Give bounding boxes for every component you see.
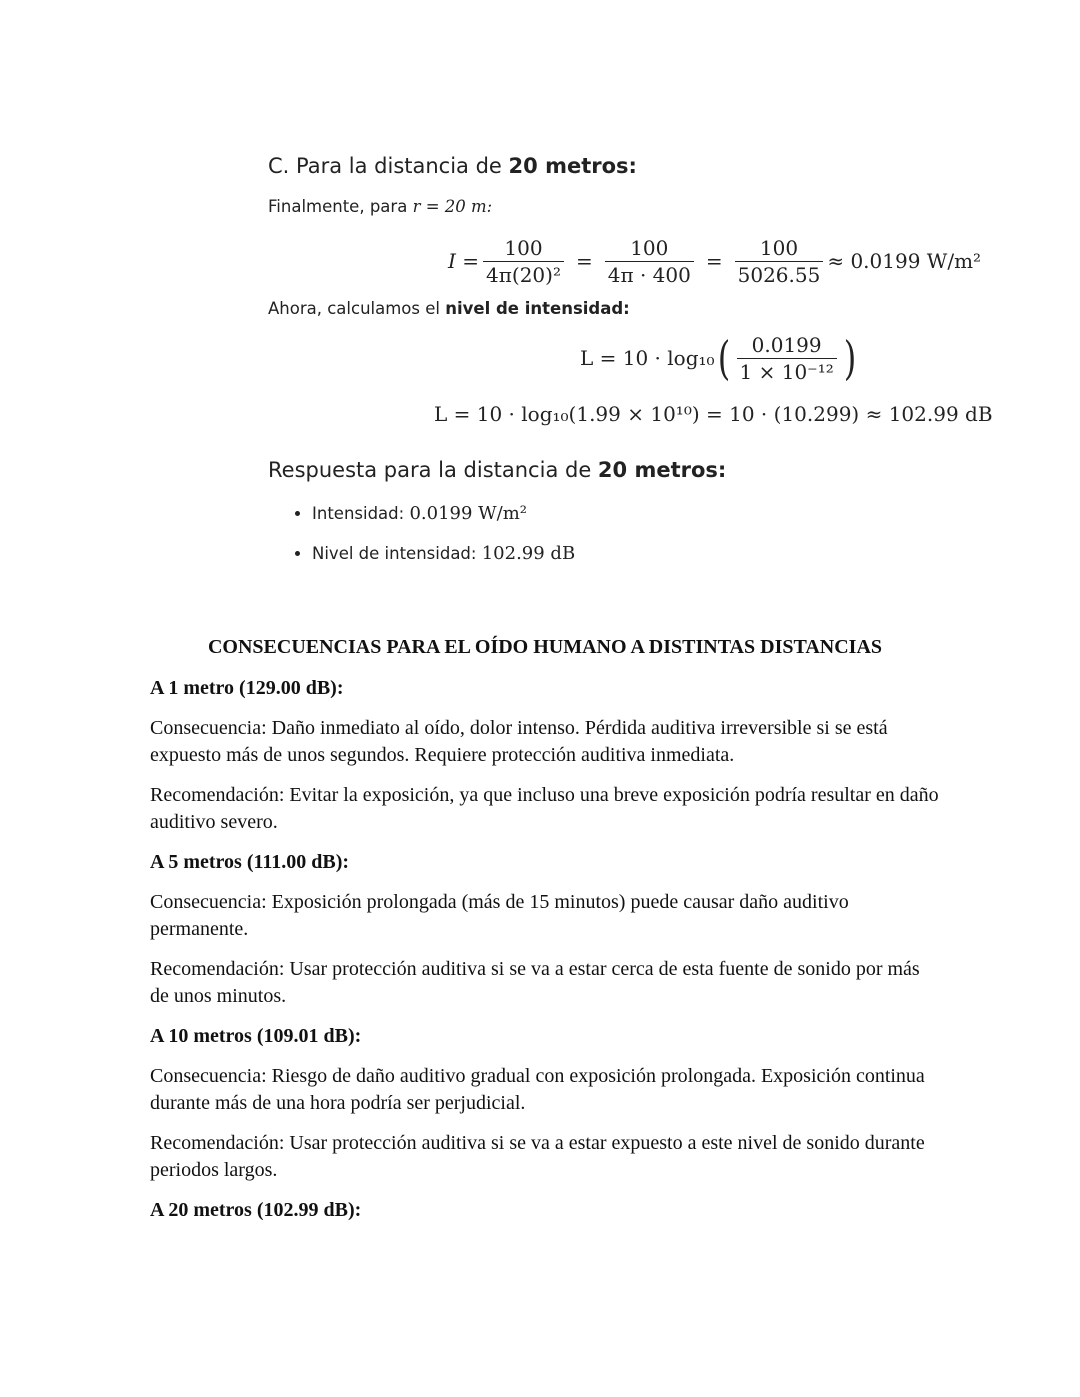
section-3-consequence: Consecuencia: Riesgo de daño auditivo gradual con exposición prolongada. Exposición continua durante más de una hora podría ser perjudicial. <box>150 1065 925 1114</box>
section-1-recommendation: Recomendación: Evitar la exposición, ya que incluso una breve exposición podría resultar en daño auditivo severo. <box>150 784 939 833</box>
answer-heading-bold: 20 metros: <box>597 458 727 482</box>
eq1-fraction-3 <box>735 235 824 288</box>
eq2-num: 0.0199 <box>737 332 837 359</box>
answer-item-intensity <box>312 494 1028 534</box>
intro-math: r = 20 m: <box>412 197 493 216</box>
eq1-f3-den: 5026.55 <box>737 262 821 287</box>
eq1-fraction-1 <box>483 235 564 288</box>
section-4-heading: A 20 metros (102.99 dB): <box>150 1199 362 1221</box>
section-3-heading: A 10 metros (109.01 dB): <box>150 1025 362 1047</box>
answer-list <box>268 494 1028 574</box>
intro-text: Finalmente, para <box>268 197 408 216</box>
level-text: Ahora, calculamos el <box>268 299 440 318</box>
answer-label: Nivel de intensidad: <box>312 544 477 563</box>
answer-value: 102.99 dB <box>481 543 576 564</box>
section-1-heading: A 1 metro (129.00 dB): <box>150 677 344 699</box>
answer-heading <box>268 452 1028 488</box>
intensity-equation <box>268 230 1028 292</box>
section-heading-bold: 20 metros: <box>508 154 637 178</box>
embedded-screenshot <box>268 148 1028 574</box>
intro-line <box>268 194 1028 220</box>
eq2-fraction <box>737 332 837 385</box>
section-heading <box>268 148 1028 184</box>
eq1-lhs: I = <box>448 249 480 273</box>
eq1-f3-num: 100 <box>735 235 824 262</box>
level-line <box>268 296 1028 322</box>
eq1-fraction-2 <box>605 235 694 288</box>
answer-item-level <box>312 534 1028 574</box>
level-equation <box>268 328 1028 388</box>
section-2-consequence: Consecuencia: Exposición prolongada (más de 15 minutos) puede causar daño auditivo permanente. <box>150 891 849 940</box>
level-bold: nivel de intensidad: <box>445 299 630 318</box>
answer-label: Intensidad: <box>312 504 405 523</box>
eq1-equals-2: = <box>705 249 723 273</box>
section-1-consequence: Consecuencia: Daño inmediato al oído, dolor intenso. Pérdida auditiva irreversible si se está expuesto más de unos segundos. Requiere protección auditiva inmediata. <box>150 717 888 766</box>
section-3-recommendation: Recomendación: Usar protección auditiva si se va a estar expuesto a este nivel de sonido durante periodos largos. <box>150 1132 925 1181</box>
document-body <box>150 632 940 1237</box>
eq2-den: 1 × 10⁻¹² <box>739 359 834 384</box>
section-2-heading: A 5 metros (111.00 dB): <box>150 851 350 873</box>
eq1-f1-num: 100 <box>483 235 564 262</box>
section-heading-text: C. Para la distancia de <box>268 154 502 178</box>
section-2-recommendation: Recomendación: Usar protección auditiva si se va a estar cerca de esta fuente de sonido por más de unos minutos. <box>150 958 920 1007</box>
eq2-lhs: L = 10 · log₁₀ <box>580 346 715 370</box>
level-result-equation: L = 10 · log₁₀(1.99 × 10¹⁰) = 10 · (10.299) ≈ 102.99 dB <box>434 402 993 426</box>
eq2-left-paren: ( <box>717 331 730 385</box>
eq1-f2-den: 4π · 400 <box>607 262 691 287</box>
eq1-equals-1: = <box>575 249 593 273</box>
eq2-right-paren: ) <box>843 331 857 385</box>
eq1-f1-den: 4π(20)² <box>486 262 561 287</box>
document-title: CONSECUENCIAS PARA EL OÍDO HUMANO A DISTINTAS DISTANCIAS <box>207 636 883 658</box>
eq1-result: ≈ 0.0199 W/m² <box>827 249 982 273</box>
answer-heading-text: Respuesta para la distancia de <box>268 458 592 482</box>
answer-value: 0.0199 W/m² <box>409 503 528 524</box>
eq1-f2-num: 100 <box>605 235 694 262</box>
